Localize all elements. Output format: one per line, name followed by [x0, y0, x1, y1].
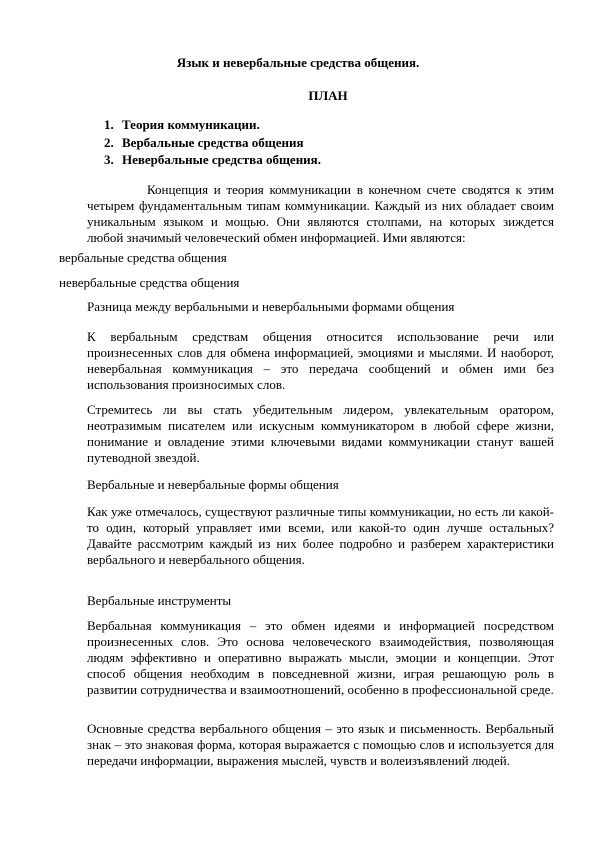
table-of-contents [104, 117, 321, 170]
toc-item-text: Теория коммуникации. [122, 117, 260, 132]
plan-heading: ПЛАН [308, 88, 348, 103]
toc-item-number: 3. [104, 152, 114, 167]
toc-item-number: 2. [104, 134, 114, 150]
toc-item [104, 135, 321, 153]
list-item-verbal: вербальные средства общения [59, 250, 227, 265]
list-item-nonverbal: невербальные средства общения [59, 275, 240, 290]
toc-item-text: Невербальные средства общения. [122, 152, 321, 167]
toc-item [104, 117, 321, 135]
paragraph-verbal-communication: Вербальная коммуникация – это обмен идеями и информацией посредством произнесенных слов. Это основа человеческого взаимодействия, позволяющая людям эффективно и оперативно выражать мысли, эмоции и концепции. Этот способ общения необходим в повседневной жизни, играя решающую роль в развитии сотрудничества и взаимоотношений, особенно в профессиональной среде. [87, 618, 554, 697]
toc-item [104, 152, 321, 170]
section-heading-forms: Вербальные и невербальные формы общения [87, 477, 339, 492]
section-heading-tools: Вербальные инструменты [87, 593, 232, 608]
paragraph-verbal-definition: К вербальным средствам общения относится использование речи или произнесенных слов для обмена информацией, эмоциями и мыслями. И наоборот, невербальная коммуникация – это передача сообщений и обмен ими без использования произносимых слов. [87, 329, 554, 392]
paragraph-verbal-means: Основные средства вербального общения – это язык и письменность. Вербальный знак – это знаковая форма, которая выражается с помощью слов и используется для передачи информации, выражения мыслей, чувств и волеизъявлений людей. [87, 721, 554, 768]
toc-item-text: Вербальные средства общения [122, 134, 304, 150]
document-title: Язык и невербальные средства общения. [176, 55, 420, 70]
toc-item-number: 1. [104, 117, 114, 132]
intro-paragraph: Концепция и теория коммуникации в конечном счете сводятся к этим четырем фундаментальным типам коммуникации. Каждый из них обладает своим уникальным языком и мощью. Они являются столпами, на которых зиждется любой значимый человеческий обмен информацией. Ими являются: [87, 182, 554, 245]
paragraph-types-comparison: Как уже отмечалось, существуют различные типы коммуникации, но есть ли какой-то один, который управляет ими всеми, или какой-то один лучше остальных? Давайте рассмотрим каждый из них более подробно и разберем характеристики вербального и невербального общения. [87, 504, 554, 567]
paragraph-leadership: Стремитесь ли вы стать убедительным лидером, увлекательным оратором, неотразимым писателем или искусным коммуникатором в любой сфере жизни, понимание и овладение этими ключевыми видами коммуникации станут вашей путеводной звездой. [87, 402, 554, 465]
section-heading-difference: Разница между вербальными и невербальными формами общения [87, 299, 455, 314]
